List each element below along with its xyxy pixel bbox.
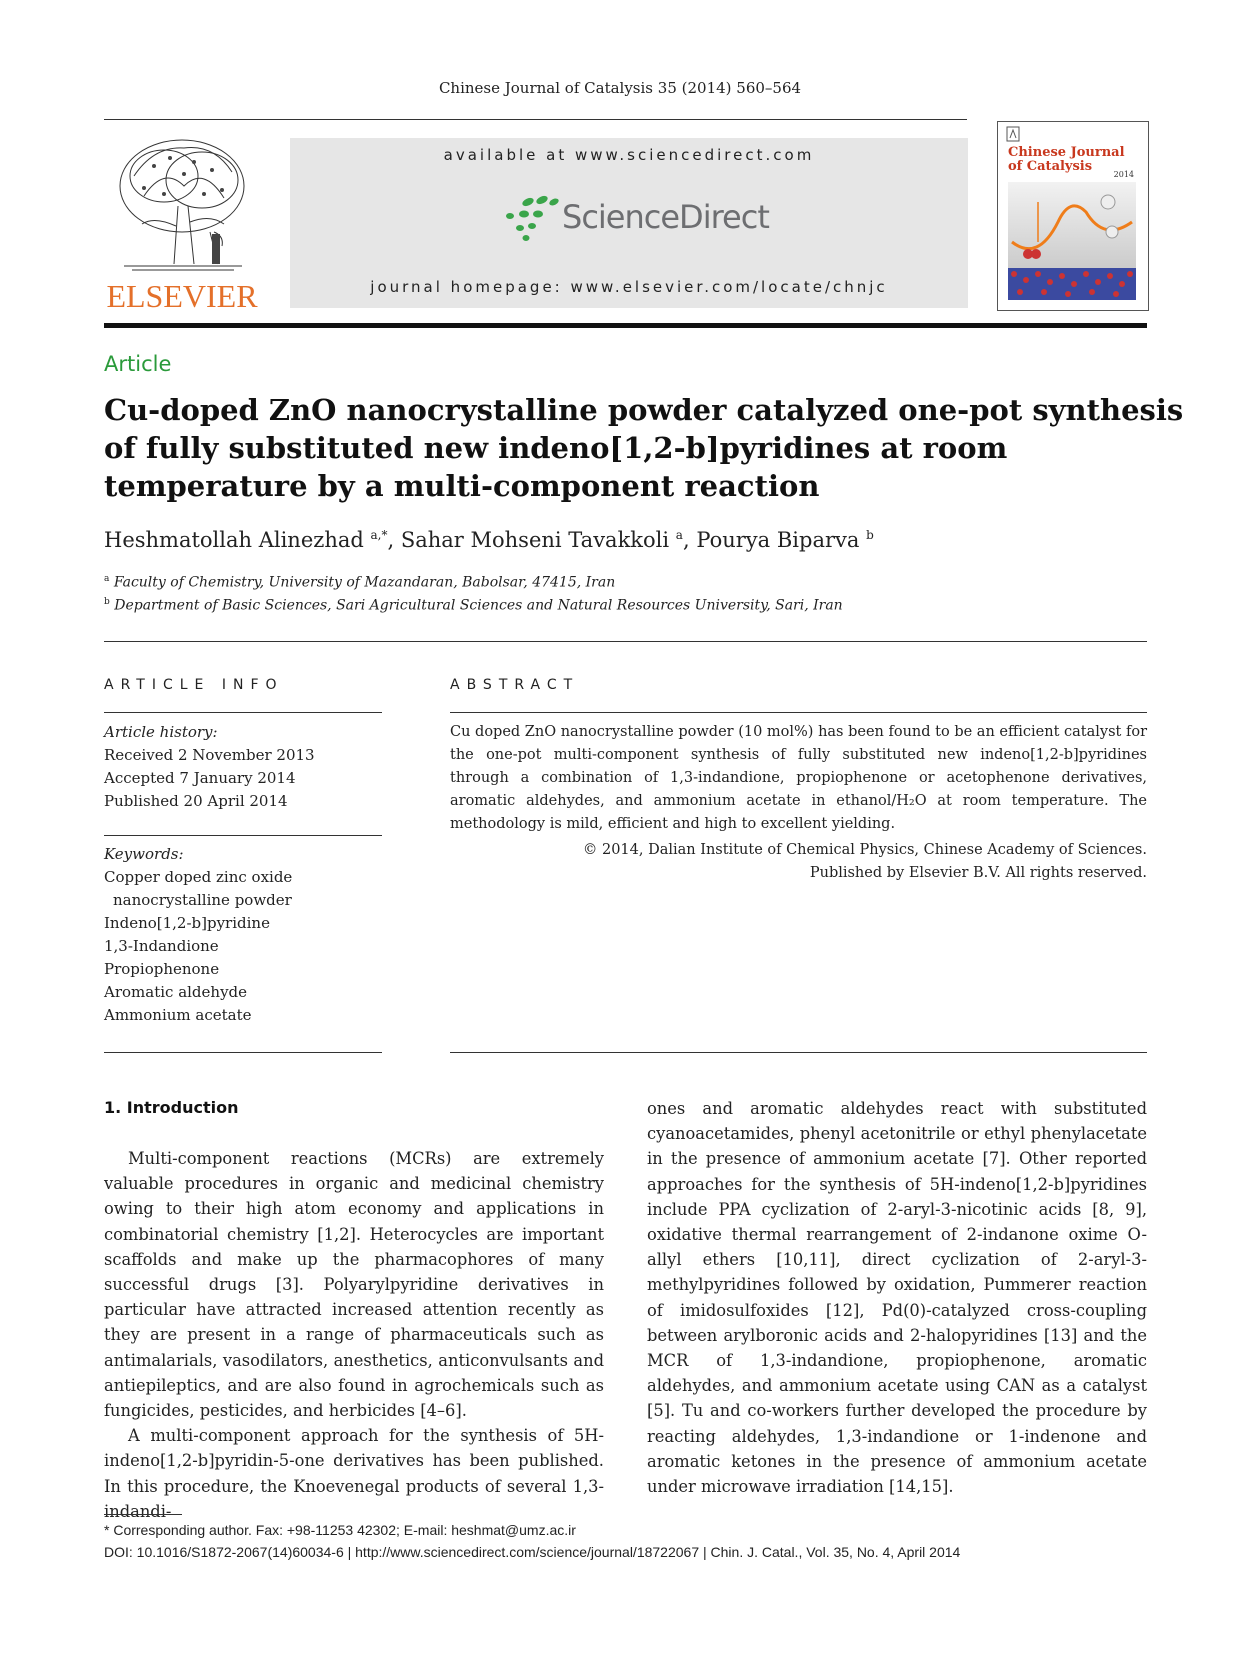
available-at-text[interactable]: available at www.sciencedirect.com: [443, 146, 815, 164]
article-history: [104, 721, 384, 813]
author-affiliation-sup: a: [675, 528, 683, 542]
introduction-right-column: [647, 1096, 1147, 1499]
author-name[interactable]: Sahar Mohseni Tavakkoli: [400, 528, 670, 552]
keyword: Copper doped zinc oxide: [104, 868, 293, 886]
sciencedirect-wordmark: ScienceDirect: [562, 198, 769, 236]
paragraph: ones and aromatic aldehydes react with substituted cyanoacetamides, phenyl acetonitrile or ethyl phenylacetate in the presence of ammonium acetate [7]. Other reported approaches for the synthesis of 5H-indeno[1,2-b]pyridines include PPA cyclization of 2-aryl-3-nicotinic acids [8, 9], oxidative thermal rearrangement of 2-indanone oxime O-allyl ethers [10,11], direct cyclization of 2-aryl-3-methylpyridines followed by oxidation, Pummerer reaction of imidosulfoxides [12], Pd(0)-catalyzed cross-coupling between arylboronic acids and 2-halopyridines [13] and the MCR of 1,3-indandione, propiophenone, aromatic aldehydes, and ammonium acetate using CAN as a catalyst [5]. Tu and co-workers further developed the procedure by reacting aldehydes, 1,3-indandione or 1-indenone and aromatic ketones in the presence of ammonium acetate under microwave irradiation [14,15].: [647, 1099, 1147, 1497]
elsevier-wordmark: ELSEVIER: [106, 278, 258, 314]
article-info-bottom-rule: [104, 1052, 382, 1053]
keyword: Aromatic aldehyde: [104, 983, 248, 1001]
author-affiliation-sup: b: [866, 528, 874, 542]
footnote-rule: [104, 1514, 182, 1515]
journal-homepage-text[interactable]: journal homepage: www.elsevier.com/locate/chnjc: [370, 278, 888, 296]
abstract-heading: ABSTRACT: [450, 677, 580, 693]
sciencedirect-banner: [290, 138, 968, 308]
keyword: Propiophenone: [104, 960, 220, 978]
corresponding-author-note: * Corresponding author. Fax: +98-11253 42302; E-mail: heshmat@umz.ac.ir: [104, 1522, 576, 1538]
keywords-block: [104, 843, 384, 1027]
accepted-date: Accepted 7 January 2014: [104, 769, 296, 787]
article-title: Cu-doped ZnO nanocrystalline powder catalyzed one-pot synthesis of fully substituted new indeno[1,2-b]pyridines at room temperature by a multi-component reaction: [104, 393, 1184, 503]
introduction-heading: 1. Introduction: [104, 1098, 239, 1117]
introduction-left-column: [104, 1146, 604, 1524]
author-name[interactable]: Heshmatollah Alinezhad: [104, 528, 364, 552]
section-rule: [104, 641, 1147, 642]
doi-line[interactable]: DOI: 10.1016/S1872-2067(14)60034-6 | http://www.sciencedirect.com/science/journal/18722067 | Chin. J. Catal., Vol. 35, No. 4, April 2014: [104, 1544, 961, 1560]
journal-cover-thumbnail[interactable]: [997, 121, 1149, 311]
abstract-text: Cu doped ZnO nanocrystalline powder (10 mol%) has been found to be an efficient catalyst for the one-pot multi-component synthesis of fully substituted new indeno[1,2-b]pyridines through a combination of 1,3-indandione, propiophenone or acetophenone derivatives, aromatic aldehydes, and ammonium acetate in ethanol/H₂O at room temperature. The methodology is mild, efficient and high to excellent yielding.: [450, 724, 1147, 832]
article-info-rule: [104, 712, 382, 713]
keyword: Indeno[1,2-b]pyridine: [104, 914, 270, 932]
affiliation-b: $^b$ Department of Basic Sciences, Sari Agricultural Sciences and Natural Resources University, Sari, Iran: [104, 597, 843, 614]
author-affiliation-sup: a,*: [370, 528, 388, 542]
article-type-label: Article: [104, 352, 172, 376]
author-list: Heshmatollah Alinezhad $^{a,*}$, Sahar Mohseni Tavakkoli $^a$, Pourya Biparva $^b$: [104, 528, 874, 552]
article-info-heading: ARTICLE INFO: [104, 677, 284, 693]
elsevier-mini-icon: [1006, 126, 1020, 142]
keywords-label: Keywords:: [104, 845, 184, 863]
cover-year: 2014: [1113, 170, 1134, 179]
header-rule: [104, 119, 967, 120]
journal-citation: Chinese Journal of Catalysis 35 (2014) 560–564: [438, 79, 802, 97]
author-name[interactable]: Pourya Biparva: [696, 528, 860, 552]
paragraph: Multi-component reactions (MCRs) are extremely valuable procedures in organic and medicinal chemistry owing to their high atom economy and applications in combinatorial chemistry [1,2]. Heterocycles are important scaffolds and make up the pharmacophores of many successful drugs [3]. Polyarylpyridine derivatives in particular have attracted increased attention recently as they are present in a range of pharmaceuticals such as antimalarials, vasodilators, anesthetics, anticonvulsants and antiepileptics, and are also found in agrochemicals such as fungicides, pesticides, and herbicides [4–6].: [104, 1149, 604, 1421]
keyword: nanocrystalline powder: [113, 891, 292, 909]
history-label: Article history:: [104, 723, 218, 741]
keyword: Ammonium acetate: [104, 1006, 252, 1024]
copyright-notice: © 2014, Dalian Institute of Chemical Physics, Chinese Academy of Sciences. Published by Elsevier B.V. All rights reserved.: [582, 842, 1147, 881]
cover-title: Chinese Journal of Catalysis: [1008, 145, 1125, 174]
received-date: Received 2 November 2013: [104, 746, 315, 764]
elsevier-logo[interactable]: [104, 136, 260, 314]
keywords-rule: [104, 835, 382, 836]
abstract-bottom-rule: [450, 1052, 1147, 1053]
header-thick-rule: [104, 323, 1147, 328]
elsevier-tree-icon: [114, 136, 250, 274]
published-date: Published 20 April 2014: [104, 792, 288, 810]
cover-illustration-icon: [1008, 182, 1136, 300]
abstract-rule: [450, 712, 1147, 713]
affiliation-a: $^a$ Faculty of Chemistry, University of Mazandaran, Babolsar, 47415, Iran: [104, 574, 616, 591]
paragraph: A multi-component approach for the synthesis of 5H-indeno[1,2-b]pyridin-5-one derivatives has been published. In this procedure, the Knoevenegal products of several 1,3-indandi-: [104, 1426, 604, 1521]
keyword: 1,3-Indandione: [104, 937, 219, 955]
